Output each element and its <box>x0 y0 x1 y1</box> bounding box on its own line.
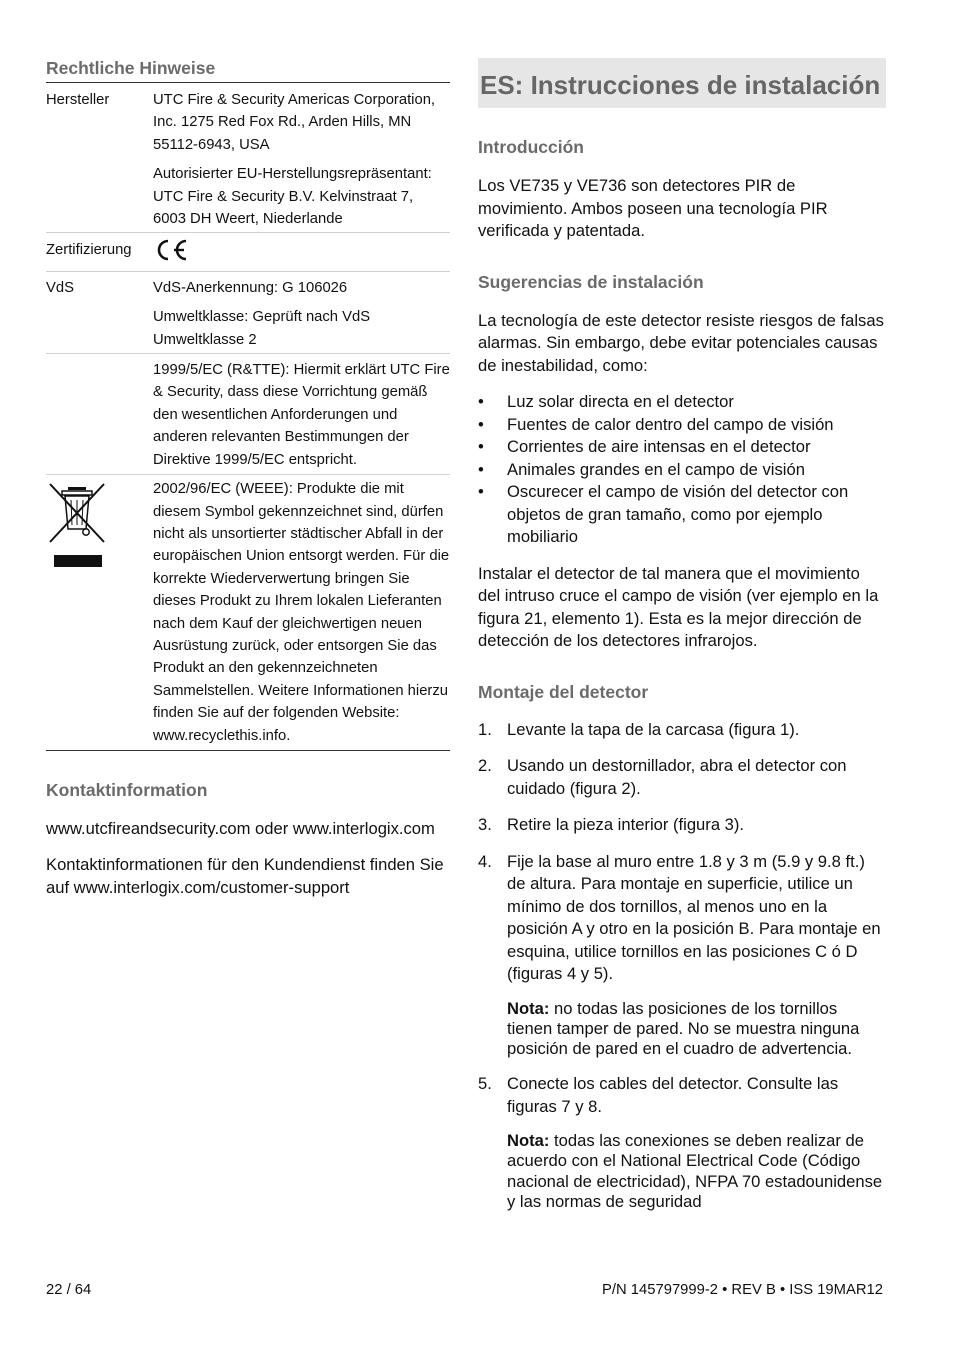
table-row <box>46 475 450 751</box>
row-value <box>153 83 450 233</box>
table-row <box>46 83 450 233</box>
list-item-text: Oscurecer el campo de visión del detector con objetos de gran tamaño, como por ejemplo mobiliario <box>507 482 849 546</box>
bullet-marker: • <box>478 482 484 501</box>
part-number: P/N 145797999-2 • REV B • ISS 19MAR12 <box>602 1282 883 1298</box>
legal-table <box>46 83 450 751</box>
contact-heading: Kontaktinformation <box>46 779 208 800</box>
eu-representative: Autorisierter EU-Herstellungsrepräsentant: UTC Fire & Security B.V. Kelvinstraat 7, 6003 DH Weert, Niederlande <box>153 166 432 228</box>
contact-support: Kontaktinformationen für den Kundendienst finden Sie auf www.interlogix.com/customer-support <box>46 855 444 897</box>
step-text: Levante la tapa de la carcasa (figura 1). <box>507 719 800 739</box>
step-item <box>478 814 886 837</box>
list-item-text: Luz solar directa en el detector <box>507 392 734 411</box>
left-column <box>46 58 450 899</box>
tips-heading: Sugerencias de instalación <box>478 271 704 292</box>
step-item <box>478 755 886 800</box>
note-label: Nota: <box>507 1131 550 1151</box>
step-item <box>478 1073 886 1212</box>
environment-class: Umweltklasse: Geprüft nach VdS Umweltklasse 2 <box>153 309 371 348</box>
page-number: 22 / 64 <box>46 1282 92 1298</box>
list-item <box>478 391 886 414</box>
step-text: Retire la pieza interior (figura 3). <box>507 815 745 834</box>
step-text: Usando un destornillador, abra el detector con cuidado (figura 2). <box>507 756 847 798</box>
step-note <box>507 999 886 1060</box>
tips-after-text: Instalar el detector de tal manera que el movimiento del intruso cruce el campo de visión (ver ejemplo en la figura 21, elemento 1). Esta es la mejor dirección de detección de los detectores infrarojos. <box>478 563 879 650</box>
step-note <box>507 1131 886 1212</box>
row-value <box>153 354 450 475</box>
list-item-text: Corrientes de aire intensas en el detector <box>507 437 811 456</box>
table-row <box>46 233 450 271</box>
step-number: 2. <box>478 756 492 775</box>
contact-websites: www.utcfireandsecurity.com oder www.interlogix.com <box>46 818 435 838</box>
row-label <box>46 475 153 751</box>
step-number: 1. <box>478 719 492 739</box>
tips-list <box>478 391 886 549</box>
page-title: ES: Instrucciones de instalación <box>478 58 886 108</box>
row-label: Zertifizierung <box>46 233 153 271</box>
row-value <box>153 475 450 751</box>
row-label: VdS <box>46 279 74 296</box>
bullet-marker: • <box>478 392 484 411</box>
note-text: todas las conexiones se deben realizar de acuerdo con el National Electrical Code (Código nacional de electricidad), NFPA 70 estadounidense y las normas de seguridad <box>507 1131 883 1211</box>
bullet-marker: • <box>478 437 484 456</box>
note-text: no todas las posiciones de los tornillos tienen tamper de pared. No se muestra ninguna posición de pared en el cuadro de advertencia. <box>507 998 860 1058</box>
step-text: Fije la base al muro entre 1.8 y 3 m (5.9 y 9.8 ft.) de altura. Para montaje en superficie, utilice un mínimo de dos tornillos, al menos uno en la posición A y otro en la posición B. Para montaje en esquina, utilice tornillos en las posiciones C ó D (figuras 4 y 5). <box>507 851 881 983</box>
manufacturer-address: UTC Fire & Security Americas Corporation, Inc. 1275 Red Fox Rd., Arden Hills, MN 55112-6943, USA <box>153 92 436 153</box>
intro-text: Los VE735 y VE736 son detectores PIR de movimiento. Ambos poseen una tecnología PIR verificada y patentada. <box>478 176 828 240</box>
vds-approval: VdS-Anerkennung: G 106026 <box>153 279 348 296</box>
intro-heading: Introducción <box>478 137 584 157</box>
list-item <box>478 459 886 482</box>
list-item-text: Fuentes de calor dentro del campo de visión <box>507 414 834 434</box>
weee-statement: 2002/96/EC (WEEE): Produkte die mit diesem Symbol gekennzeichnet sind, dürfen nicht als unsortierter städtischer Abfall in der europäischen Union entsorgt werden. Für die korrekte Wiederverwertung bringen Sie dieses Produkt zu Ihrem lokalen Lieferanten nach dem Kauf der gleichwertigen neuen Ausrüstung zurück, oder entsorgen Sie das Produkt an den gekennzeichneten Sammelstellen. Weitere Informationen hierzu finden Sie auf der folgenden Website: www.recyclethis.info. <box>153 481 450 744</box>
list-item-text: Animales grandes en el campo de visión <box>507 459 805 479</box>
mount-heading: Montaje del detector <box>478 681 649 702</box>
row-value <box>153 271 450 353</box>
bullet-marker: • <box>478 459 484 479</box>
row-label <box>46 354 153 475</box>
table-row <box>46 271 450 353</box>
list-item <box>478 481 886 549</box>
row-label: Hersteller <box>46 83 153 233</box>
mount-steps <box>478 719 886 1212</box>
step-number: 4. <box>478 851 492 871</box>
step-number: 3. <box>478 815 492 834</box>
list-item <box>478 414 886 437</box>
bullet-marker: • <box>478 414 484 434</box>
step-item <box>478 719 886 742</box>
rtte-statement: 1999/5/EC (R&TTE): Hiermit erklärt UTC Fire & Security, dass diese Vorrichtung gemäß den wesentlichen Anforderungen und anderen relevanten Bestimmungen der Direktive 1999/5/EC entspricht. <box>153 362 450 468</box>
step-number: 5. <box>478 1074 492 1094</box>
note-label: Nota: <box>507 998 550 1018</box>
row-value <box>153 233 450 271</box>
legal-heading: Rechtliche Hinweise <box>46 58 450 83</box>
weee-bin-icon <box>46 482 153 575</box>
tips-text: La tecnología de este detector resiste riesgos de falsas alarmas. Sin embargo, debe evitar potenciales causas de inestabilidad, como: <box>478 310 884 375</box>
ce-mark-icon <box>153 238 189 269</box>
step-text: Conecte los cables del detector. Consulte las figuras 7 y 8. <box>507 1074 839 1116</box>
right-column <box>478 58 886 1212</box>
step-item <box>478 851 886 1060</box>
table-row <box>46 354 450 475</box>
list-item <box>478 436 886 459</box>
